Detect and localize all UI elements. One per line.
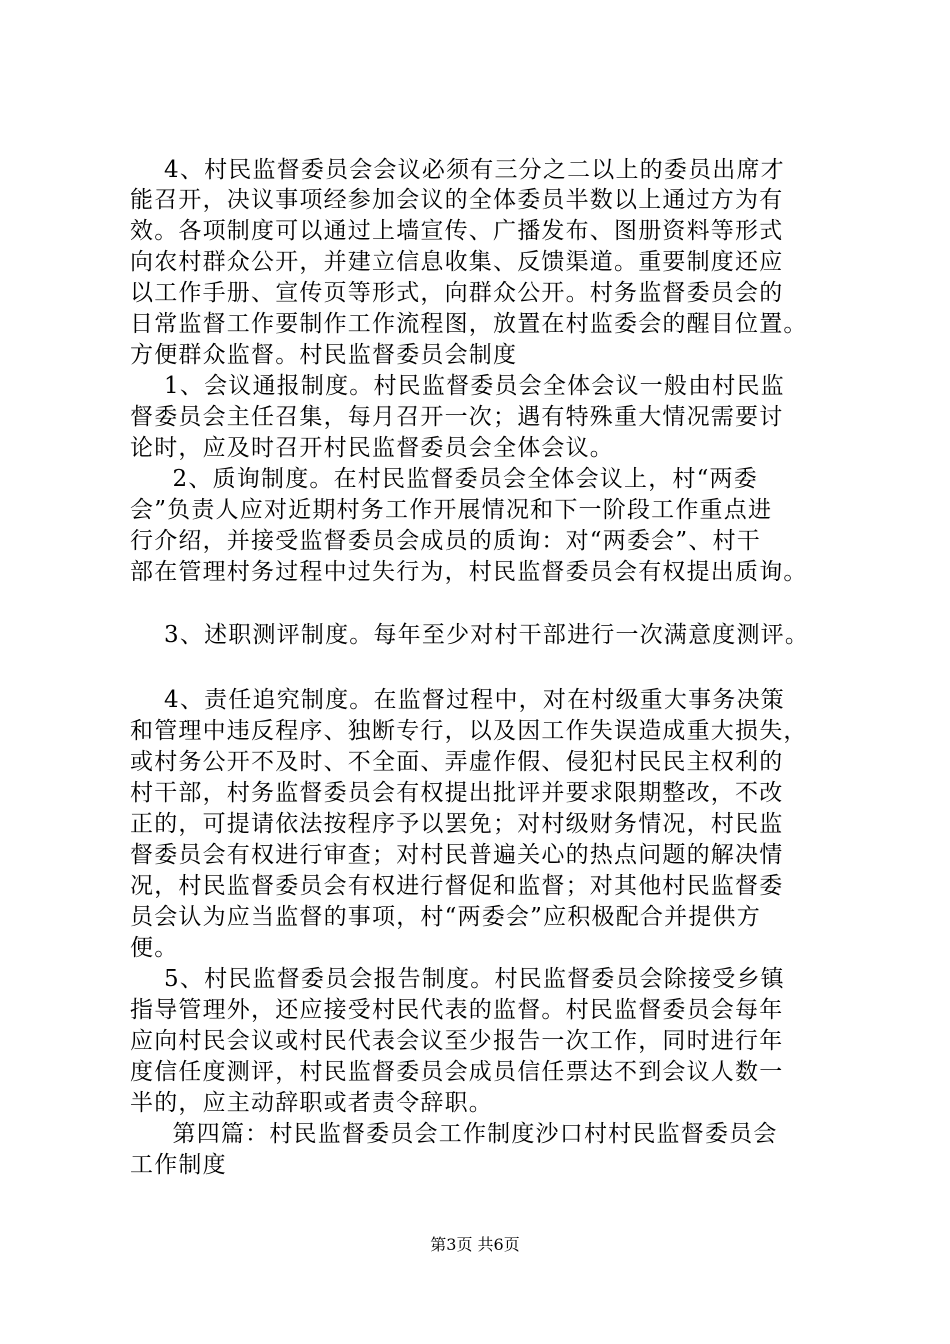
text-line: 指导管理外，还应接受村民代表的监督。村民监督委员会每年 (130, 997, 784, 1023)
page-footer: 第3页 共6页 (430, 1235, 520, 1254)
text-line: 督委员会有权进行审查；对村民普遍关心的热点问题的解决情 (130, 842, 784, 868)
text-line: 况，村民监督委员会有权进行督促和监督；对其他村民监督委 (130, 873, 784, 899)
text-line: 日常监督工作要制作工作流程图，放置在村监委会的醒目位置。 (130, 311, 808, 337)
text-line: 3、述职测评制度。每年至少对村干部进行一次满意度测评。 (130, 622, 810, 648)
text-line: 能召开，决议事项经参加会议的全体委员半数以上通过方为有 (130, 187, 784, 213)
text-line: 督委员会主任召集，每月召开一次；遇有特殊重大情况需要讨 (130, 404, 784, 430)
text-line: 部在管理村务过程中过失行为，村民监督委员会有权提出质询。 (130, 559, 808, 585)
text-line: 第四篇：村民监督委员会工作制度沙口村村民监督委员会 (130, 1121, 778, 1147)
text-line: 4、村民监督委员会会议必须有三分之二以上的委员出席才 (130, 157, 785, 183)
text-line: 便。 (130, 935, 179, 961)
text-line: 向农村群众公开，并建立信息收集、反馈渠道。重要制度还应 (130, 249, 784, 275)
text-line: 方便群众监督。村民监督委员会制度 (130, 342, 518, 368)
text-line: 村干部，村务监督委员会有权提出批评并要求限期整改，不改 (130, 780, 784, 806)
text-line: 4、责任追究制度。在监督过程中，对在村级重大事务决策 (130, 687, 785, 713)
text-line: 员会认为应当监督的事项，村“两委会”应积极配合并提供方 (130, 904, 761, 930)
text-line: 和管理中违反程序、独断专行，以及因工作失误造成重大损失， (130, 718, 808, 744)
text-line: 会”负责人应对近期村务工作开展情况和下一阶段工作重点进 (130, 497, 773, 523)
text-line: 度信任度测评，村民监督委员会成员信任票达不到会议人数一 (130, 1059, 784, 1085)
text-line: 以工作手册、宣传页等形式，向群众公开。村务监督委员会的 (130, 280, 784, 306)
text-line: 正的，可提请依法按程序予以罢免；对村级财务情况，村民监 (130, 811, 784, 837)
text-line: 效。各项制度可以通过上墙宣传、广播发布、图册资料等形式 (130, 218, 784, 244)
text-line: 工作制度 (130, 1152, 227, 1178)
text-line: 5、村民监督委员会报告制度。村民监督委员会除接受乡镇 (130, 966, 785, 992)
text-line: 2、质询制度。在村民监督委员会全体会议上，村“两委 (130, 466, 758, 492)
text-line: 行介绍，并接受监督委员会成员的质询：对“两委会”、村干 (130, 528, 761, 554)
text-line: 应向村民会议或村民代表会议至少报告一次工作，同时进行年 (130, 1028, 784, 1054)
text-line: 论时，应及时召开村民监督委员会全体会议。 (130, 435, 614, 461)
text-line: 1、会议通报制度。村民监督委员会全体会议一般由村民监 (130, 373, 785, 399)
text-line: 或村务公开不及时、不全面、弄虚作假、侵犯村民民主权利的 (130, 749, 784, 775)
text-line: 半的，应主动辞职或者责令辞职。 (130, 1090, 493, 1116)
